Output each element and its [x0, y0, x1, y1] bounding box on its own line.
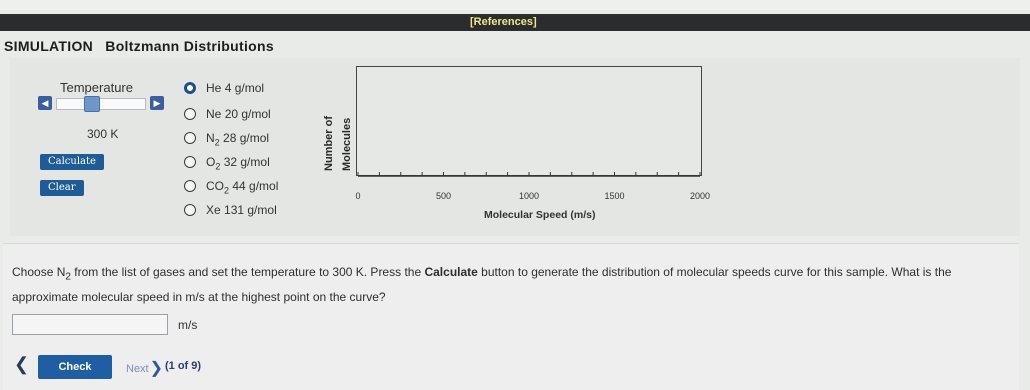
check-button[interactable]: Check: [38, 355, 112, 379]
x-tick-label: 1000: [518, 191, 540, 201]
chart-plot-area: [356, 66, 702, 176]
top-strip: [0, 0, 1030, 10]
question-text: Choose $N_2$ from the list of gases and set the temperature to 300 K. Press the Calculate button to generate the distribution of molecular speeds curve for this sample. What is the approximate molecular speed in m/s at the highest point on the curve?: [12, 265, 952, 305]
gas-option-label: He 4 g/mol: [206, 81, 265, 95]
x-tick-label: 1500: [604, 191, 625, 201]
slider-right-arrow-icon[interactable]: ▶: [150, 96, 164, 110]
gas-option-label: Ne 20 g/mol: [206, 107, 271, 121]
clear-button[interactable]: Clear: [40, 180, 84, 196]
temperature-label: Temperature: [60, 80, 133, 95]
radio-button[interactable]: [184, 108, 196, 120]
temperature-slider[interactable]: [38, 96, 164, 110]
back-chevron-icon[interactable]: ❮: [14, 354, 30, 374]
radio-button[interactable]: [184, 180, 196, 192]
slider-left-arrow-icon[interactable]: ◀: [38, 96, 52, 110]
temperature-value: 300 K: [87, 127, 119, 141]
simulation-label: SIMULATION: [4, 38, 94, 54]
simulation-title: Boltzmann Distributions: [105, 38, 274, 54]
page-title: [4, 38, 274, 54]
radio-button[interactable]: [184, 82, 196, 94]
gas-option-label: $CO_2$ 44 g/mol: [206, 179, 279, 196]
chart-y-axis-label: Number of Molecules: [323, 116, 353, 171]
slider-track[interactable]: [56, 98, 146, 110]
chevron-right-icon: ❯: [149, 360, 164, 377]
calculate-button[interactable]: Calculate: [40, 154, 104, 170]
gas-option-label: Xe 131 g/mol: [206, 203, 277, 217]
next-button[interactable]: Next❯: [126, 360, 164, 377]
chart-x-axis-label: Molecular Speed (m/s): [484, 209, 596, 221]
x-tick-label: 500: [435, 191, 452, 201]
x-tick-label: 2000: [689, 191, 711, 201]
slider-thumb[interactable]: [84, 96, 100, 112]
gas-option-label: $O_2$ 32 g/mol: [206, 155, 270, 172]
radio-button[interactable]: [184, 156, 196, 168]
gas-option-label: $N_2$ 28 g/mol: [206, 131, 270, 148]
answer-unit: m/s: [178, 318, 198, 332]
radio-button[interactable]: [184, 132, 196, 144]
question-counter: (1 of 9): [165, 360, 202, 372]
radio-button[interactable]: [184, 204, 196, 216]
x-tick-label: 0: [355, 191, 361, 201]
references-link[interactable]: [References]: [470, 16, 537, 28]
references-bar: [0, 14, 1030, 31]
answer-input[interactable]: [12, 314, 168, 335]
